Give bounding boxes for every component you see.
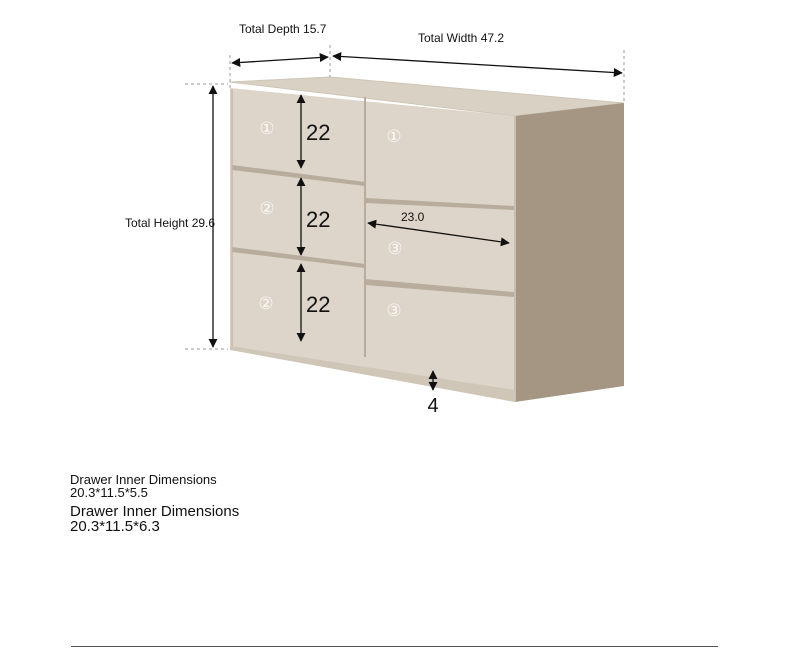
- drawer-3-height-label: 22: [306, 292, 331, 317]
- total-depth-label: Total Depth 15.7: [239, 22, 327, 36]
- drawer-marker-right-1: ①: [386, 127, 402, 147]
- drawer-marker-left-1: ①: [259, 119, 275, 139]
- depth-arrow: [232, 57, 328, 63]
- drawer-marker-left-2: ②: [259, 199, 275, 219]
- inner-dimensions-label: Drawer Inner Dimensions: [70, 503, 240, 520]
- total-height-label: Total Height 29.6: [125, 216, 216, 230]
- drawer-2-height-label: 22: [306, 207, 331, 232]
- drawer-inner-dimensions-1: [70, 473, 217, 499]
- drawer-marker-left-3: ②: [258, 294, 274, 314]
- bottom-divider: [71, 646, 718, 647]
- dresser: [230, 77, 624, 402]
- inner-dimensions-label: Drawer Inner Dimensions: [70, 472, 217, 487]
- drawer-marker-right-3: ③: [386, 301, 402, 321]
- drawer-inner-dimensions-2: [70, 504, 239, 534]
- leg-clearance-label: 4: [427, 395, 439, 417]
- inner-dimensions-value: 20.3*11.5*5.5: [70, 485, 148, 500]
- inner-dimensions-value: 20.3*11.5*6.3: [70, 518, 160, 535]
- total-width-label: Total Width 47.2: [418, 31, 505, 45]
- drawer-marker-right-2: ③: [387, 239, 403, 259]
- drawer-1-height-label: 22: [306, 120, 331, 145]
- dresser-side-panel: [515, 103, 624, 402]
- width-arrow: [333, 56, 622, 73]
- drawer-width-label: 23.0: [401, 210, 425, 224]
